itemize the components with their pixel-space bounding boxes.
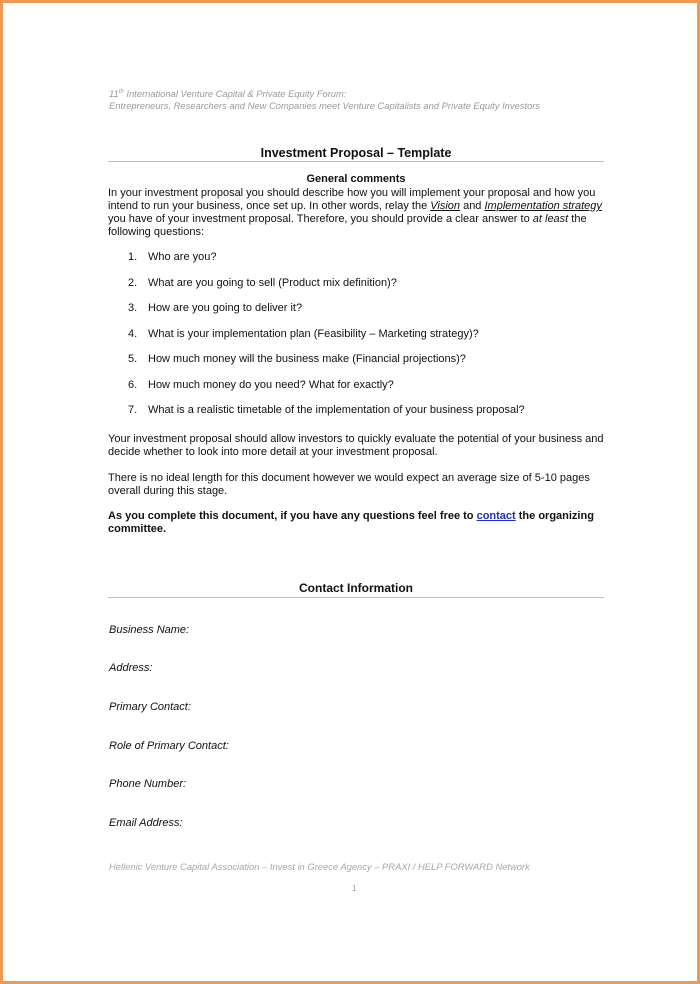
intro-and: and bbox=[460, 200, 485, 212]
intro-text-3: the following questions: bbox=[108, 213, 587, 238]
address-field[interactable]: Address: bbox=[109, 662, 153, 674]
general-comments-heading: General comments bbox=[306, 173, 406, 185]
forum-header bbox=[109, 88, 540, 112]
intro-at-least: at least bbox=[532, 213, 569, 225]
business-name-field[interactable]: Business Name: bbox=[109, 624, 190, 636]
primary-contact-field[interactable]: Primary Contact: bbox=[109, 701, 191, 713]
closing-text-before: As you complete this document, if you have any questions feel free to bbox=[108, 510, 477, 522]
page-footer: Hellenic Venture Capital Association – Invest in Greece Agency – PRAXI / HELP FORWARD Network bbox=[109, 861, 530, 872]
header-ordinal: 11 bbox=[109, 88, 119, 99]
closing-paragraph bbox=[108, 510, 604, 536]
list-item: 6. How much money do you need? What for exactly? bbox=[128, 378, 394, 391]
header-line1: International Venture Capital & Private Equity Forum: bbox=[123, 88, 347, 99]
length-paragraph: There is no ideal length for this document however we would expect an average size of 5-10 pages overall during this stage. bbox=[108, 472, 590, 497]
intro-vision: Vision bbox=[430, 200, 461, 212]
phone-number-field[interactable]: Phone Number: bbox=[109, 778, 187, 790]
page-number: 1 bbox=[352, 884, 357, 893]
intro-text-1: In your investment proposal you should describe how you will implement your proposal and how you intend to run your business, once set up. In other words, relay the bbox=[108, 187, 596, 212]
header-ordinal-suffix: th bbox=[118, 88, 124, 95]
evaluate-paragraph: Your investment proposal should allow investors to quickly evaluate the potential of your business and decide whether to look into more detail at your investment proposal. bbox=[108, 433, 604, 458]
closing-text-after: the organizing committee. bbox=[108, 510, 594, 535]
intro-text-2: you have of your investment proposal. Therefore, you should provide a clear answer to bbox=[108, 213, 533, 225]
contact-information-heading: Contact Information bbox=[299, 581, 413, 595]
list-item: 2. What are you going to sell (Product mix definition)? bbox=[128, 276, 397, 289]
email-address-field[interactable]: Email Address: bbox=[109, 817, 183, 829]
contact-link[interactable]: contact bbox=[476, 510, 516, 522]
list-item: 1. Who are you? bbox=[128, 251, 217, 263]
title-divider bbox=[108, 161, 604, 162]
list-item: 4. What is your implementation plan (Feasibility – Marketing strategy)? bbox=[128, 327, 479, 340]
list-item: 5. How much money will the business make (Financial projections)? bbox=[128, 353, 466, 365]
questions-list bbox=[108, 251, 604, 430]
list-item: 7. What is a realistic timetable of the implementation of your business proposal? bbox=[128, 404, 525, 416]
contact-divider bbox=[108, 597, 604, 598]
intro-paragraph bbox=[108, 187, 604, 239]
role-of-primary-contact-field[interactable]: Role of Primary Contact: bbox=[109, 740, 229, 752]
header-line2: Entrepreneurs, Researchers and New Companies meet Venture Capitalists and Private Equity Investors bbox=[109, 100, 541, 111]
intro-implementation-strategy: Implementation strategy bbox=[484, 200, 602, 212]
document-title: Investment Proposal – Template bbox=[260, 146, 452, 160]
list-item: 3. How are you going to deliver it? bbox=[128, 302, 303, 314]
